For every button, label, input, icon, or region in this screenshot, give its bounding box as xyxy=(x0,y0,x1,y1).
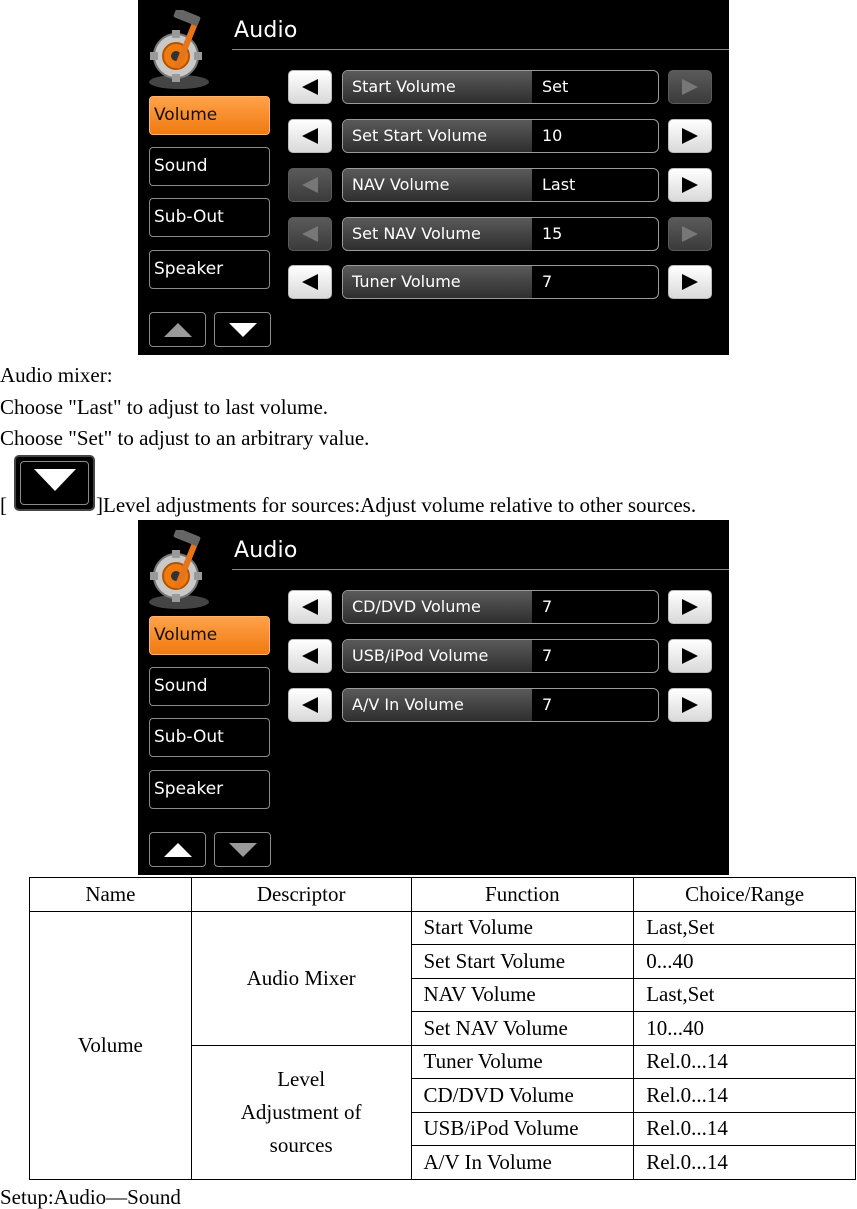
up-arrow-icon xyxy=(164,323,192,337)
setting-row-set-start-volume xyxy=(288,119,713,153)
header-choice-range: Choice/Range xyxy=(634,878,856,912)
setting-label: Set NAV Volume xyxy=(343,218,532,250)
page-down-button-illustration xyxy=(14,455,95,511)
sidebar-sub-out-button[interactable]: Sub-Out xyxy=(149,198,270,237)
left-arrow-icon xyxy=(302,128,318,144)
choice-cell: Rel.0...14 xyxy=(634,1146,856,1180)
function-cell: Start Volume xyxy=(411,911,634,945)
descriptor-line: sources xyxy=(269,1132,333,1157)
sidebar-sub-out-button[interactable]: Sub-Out xyxy=(149,718,270,757)
setting-label: Start Volume xyxy=(343,71,532,103)
choice-cell: 0...40 xyxy=(634,945,856,979)
left-arrow-icon xyxy=(302,697,318,713)
function-cell: Tuner Volume xyxy=(411,1045,634,1079)
setting-label: Tuner Volume xyxy=(343,266,532,298)
up-arrow-icon xyxy=(164,843,192,857)
audio-volume-screen-2 xyxy=(138,520,729,875)
function-cell: Set Start Volume xyxy=(411,945,634,979)
settings-gear-hammer-icon xyxy=(146,10,212,90)
table-header-row xyxy=(30,878,856,912)
setting-value: Set xyxy=(542,77,569,96)
right-arrow-icon xyxy=(682,599,698,615)
setting-label: USB/iPod Volume xyxy=(343,640,532,672)
increase-button[interactable] xyxy=(668,119,712,153)
decrease-button[interactable] xyxy=(288,217,332,251)
function-cell: CD/DVD Volume xyxy=(411,1079,634,1113)
volume-settings-table xyxy=(29,877,856,1180)
audio-mixer-heading: Audio mixer: xyxy=(0,363,113,387)
setting-value: 15 xyxy=(542,224,563,243)
sidebar-sound-button[interactable]: Sound xyxy=(149,667,270,706)
function-cell: A/V In Volume xyxy=(411,1146,634,1180)
right-arrow-icon xyxy=(682,274,698,290)
down-arrow-icon xyxy=(34,469,76,491)
choice-cell: Rel.0...14 xyxy=(634,1045,856,1079)
page-down-button[interactable] xyxy=(214,832,271,867)
sidebar-volume-button[interactable]: Volume xyxy=(149,96,270,135)
setting-row-nav-volume xyxy=(288,168,713,202)
left-arrow-icon xyxy=(302,274,318,290)
setting-value: 7 xyxy=(542,695,553,714)
bracket-open: [ xyxy=(0,493,7,517)
decrease-button[interactable] xyxy=(288,688,332,722)
right-arrow-icon xyxy=(682,79,698,95)
increase-button[interactable] xyxy=(668,217,712,251)
setting-row-av-in-volume xyxy=(288,688,713,722)
function-cell: NAV Volume xyxy=(411,978,634,1012)
header-descriptor: Descriptor xyxy=(191,878,411,912)
setting-field xyxy=(342,70,659,104)
audio-volume-screen-1 xyxy=(138,0,729,355)
decrease-button[interactable] xyxy=(288,119,332,153)
page-up-button[interactable] xyxy=(149,312,206,347)
last-explanation: Choose "Last" to adjust to last volume. xyxy=(0,395,329,419)
setting-row-set-nav-volume xyxy=(288,217,713,251)
increase-button[interactable] xyxy=(668,688,712,722)
left-arrow-icon xyxy=(302,177,318,193)
down-arrow-icon xyxy=(229,323,257,337)
page-down-button[interactable] xyxy=(214,312,271,347)
increase-button[interactable] xyxy=(668,590,712,624)
table-row xyxy=(30,911,856,945)
setting-label: A/V In Volume xyxy=(343,689,532,721)
screen-title: Audio xyxy=(234,18,298,43)
sidebar-speaker-button[interactable]: Speaker xyxy=(149,250,270,289)
set-explanation: Choose "Set" to adjust to an arbitrary value. xyxy=(0,426,370,450)
setting-row-usb-ipod-volume xyxy=(288,639,713,673)
setting-field xyxy=(342,639,659,673)
sidebar-volume-button[interactable]: Volume xyxy=(149,616,270,655)
setting-field xyxy=(342,688,659,722)
setting-label: CD/DVD Volume xyxy=(343,591,532,623)
sidebar-sound-button[interactable]: Sound xyxy=(149,147,270,186)
setting-field xyxy=(342,590,659,624)
settings-gear-hammer-icon xyxy=(146,530,212,610)
right-arrow-icon xyxy=(682,128,698,144)
section-footer: Setup:Audio—Sound xyxy=(0,1185,181,1209)
setting-row-cd-dvd-volume xyxy=(288,590,713,624)
header-name: Name xyxy=(30,878,192,912)
right-arrow-icon xyxy=(682,226,698,242)
choice-cell: Last,Set xyxy=(634,911,856,945)
decrease-button[interactable] xyxy=(288,70,332,104)
level-adjustment-description: ]Level adjustments for sources:Adjust volume relative to other sources. xyxy=(96,493,697,517)
decrease-button[interactable] xyxy=(288,590,332,624)
right-arrow-icon xyxy=(682,697,698,713)
increase-button[interactable] xyxy=(668,265,712,299)
left-arrow-icon xyxy=(302,226,318,242)
setting-row-start-volume xyxy=(288,70,713,104)
name-cell: Volume xyxy=(30,911,192,1179)
right-arrow-icon xyxy=(682,177,698,193)
setting-field xyxy=(342,265,659,299)
increase-button[interactable] xyxy=(668,639,712,673)
setting-label: Set Start Volume xyxy=(343,120,532,152)
page-up-button[interactable] xyxy=(149,832,206,867)
descriptor-audio-mixer: Audio Mixer xyxy=(191,911,411,1045)
right-arrow-icon xyxy=(682,648,698,664)
setting-value: 7 xyxy=(542,597,553,616)
setting-field xyxy=(342,168,659,202)
descriptor-line: Adjustment of xyxy=(240,1099,362,1124)
setting-field xyxy=(342,217,659,251)
descriptor-level-adjustment xyxy=(191,1045,411,1179)
choice-cell: Last,Set xyxy=(634,978,856,1012)
setting-value: 7 xyxy=(542,272,553,291)
setting-value: 7 xyxy=(542,646,553,665)
decrease-button[interactable] xyxy=(288,265,332,299)
function-cell: USB/iPod Volume xyxy=(411,1112,634,1146)
setting-value: 10 xyxy=(542,126,563,145)
header-function: Function xyxy=(411,878,634,912)
increase-button[interactable] xyxy=(668,168,712,202)
screen-title: Audio xyxy=(234,538,298,563)
sidebar-speaker-button[interactable]: Speaker xyxy=(149,770,270,809)
title-divider xyxy=(232,49,729,50)
setting-label: NAV Volume xyxy=(343,169,532,201)
decrease-button[interactable] xyxy=(288,639,332,673)
choice-cell: Rel.0...14 xyxy=(634,1079,856,1113)
descriptor-line: Level xyxy=(277,1066,326,1091)
left-arrow-icon xyxy=(302,648,318,664)
down-arrow-icon xyxy=(229,843,257,857)
title-divider xyxy=(232,569,729,570)
function-cell: Set NAV Volume xyxy=(411,1012,634,1046)
increase-button[interactable] xyxy=(668,70,712,104)
setting-value: Last xyxy=(542,175,576,194)
setting-row-tuner-volume xyxy=(288,265,713,299)
decrease-button[interactable] xyxy=(288,168,332,202)
choice-cell: Rel.0...14 xyxy=(634,1112,856,1146)
choice-cell: 10...40 xyxy=(634,1012,856,1046)
setting-field xyxy=(342,119,659,153)
left-arrow-icon xyxy=(302,79,318,95)
left-arrow-icon xyxy=(302,599,318,615)
